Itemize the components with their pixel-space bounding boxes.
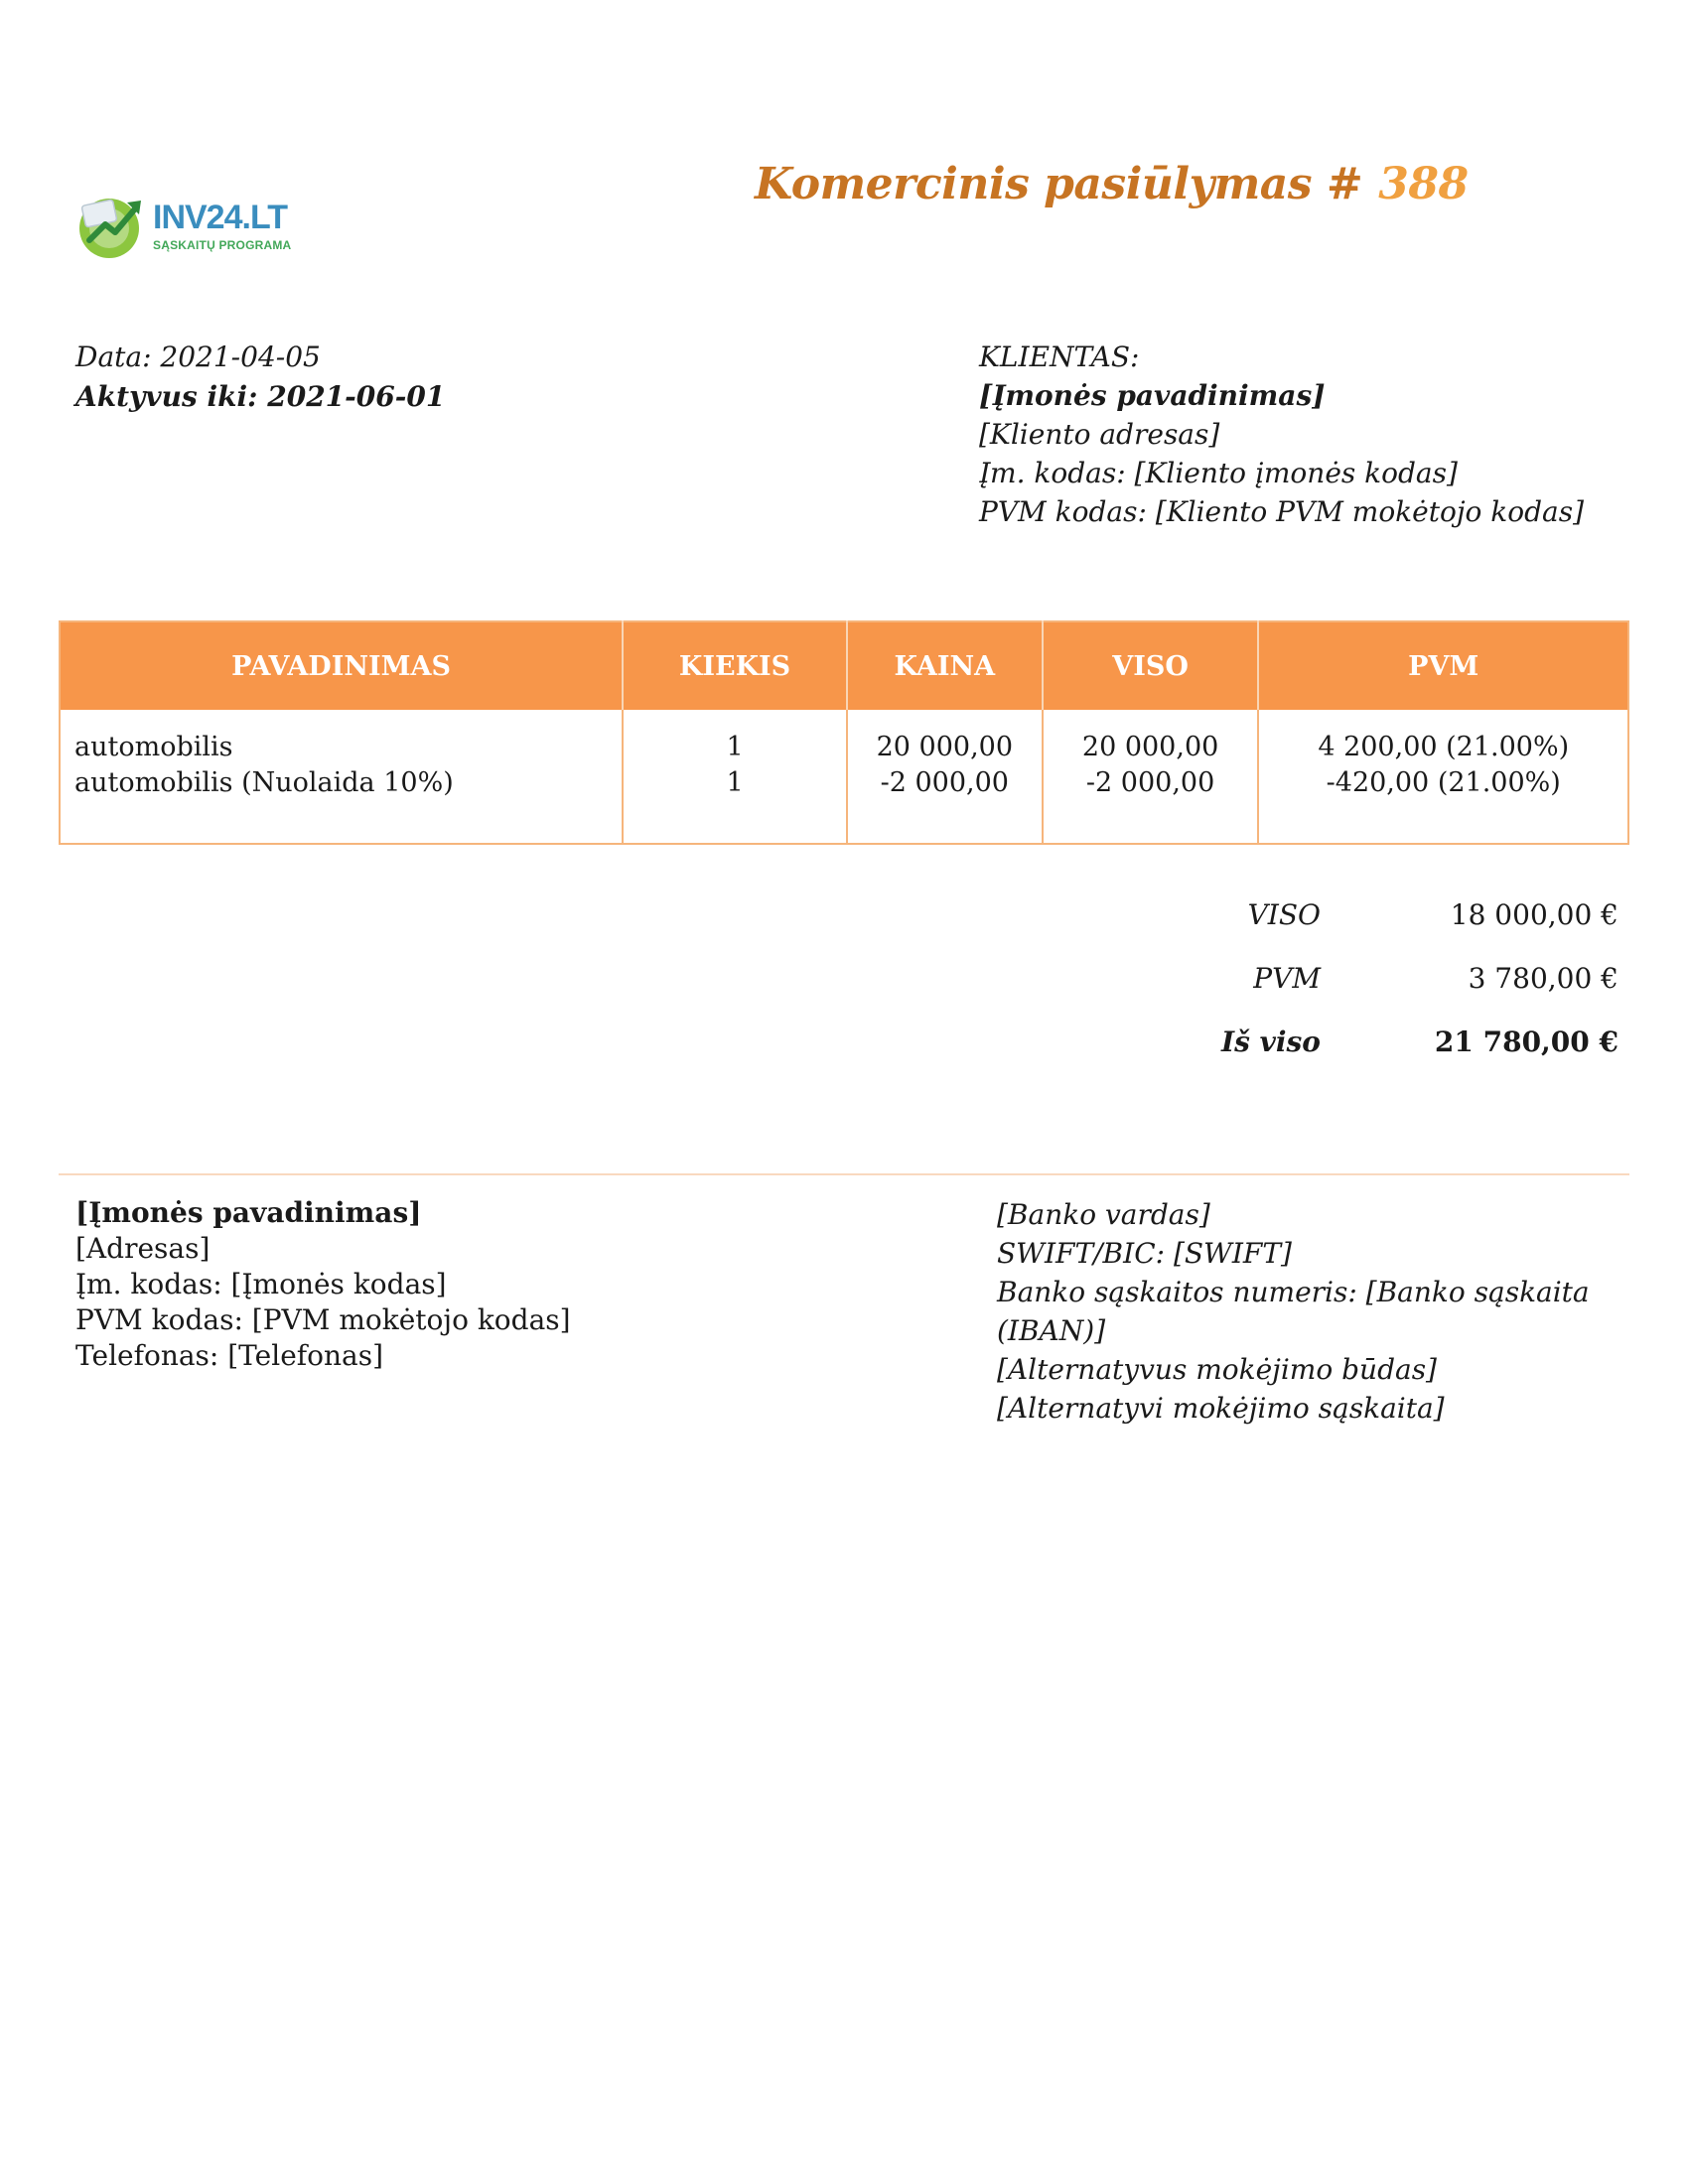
bank-alternative: [Alternatyvus mokėjimo būdas] [Alternatyvi mokėjimo sąskaita] (997, 1353, 1445, 1425)
item-name: automobilis (74, 732, 233, 762)
totals-vat-row (1072, 962, 1618, 1025)
net-label: VISO (1247, 898, 1321, 931)
header-price: KAINA (847, 621, 1043, 710)
item-vat: 4 200,00 (21.00%) (1318, 732, 1570, 762)
cell-totals (1043, 710, 1259, 844)
valid-until-line: Aktyvus iki: 2021-06-01 (75, 380, 446, 413)
footer-divider (59, 1173, 1629, 1175)
client-company-code: Įm. kodas: [Kliento įmonės kodas] (979, 457, 1458, 489)
item-price: 20 000,00 (876, 732, 1014, 762)
table-row (60, 710, 1628, 844)
company-name: [Įmonės pavadinimas] (75, 1196, 422, 1229)
company-vat-code: PVM kodas: [PVM mokėtojo kodas] (75, 1303, 571, 1336)
cell-names (60, 710, 623, 844)
net-value: 18 000,00 € (1450, 898, 1618, 931)
totals-grand-row (1072, 1025, 1618, 1089)
cell-vat (1258, 710, 1628, 844)
company-block (75, 1195, 571, 1374)
items-table (59, 620, 1629, 845)
logo-tagline: SĄSKAITŲ PROGRAMA (153, 238, 292, 252)
client-vat-code: PVM kodas: [Kliento PVM mokėtojo kodas] (979, 495, 1584, 528)
logo-name: INV24.LT (153, 199, 287, 236)
document-meta (75, 338, 445, 417)
logo (75, 191, 292, 262)
table-header-row (60, 621, 1628, 710)
date-line: Data: 2021-04-05 (75, 341, 321, 373)
vat-label: PVM (1253, 962, 1321, 995)
title-text: Komercinis pasiūlymas # (755, 159, 1363, 209)
grand-label: Iš viso (1221, 1025, 1321, 1058)
item-price: -2 000,00 (880, 767, 1009, 798)
bank-name: [Banko vardas] (997, 1198, 1210, 1231)
cell-prices (847, 710, 1043, 844)
logo-graph-icon (75, 191, 149, 262)
document-title (755, 159, 1469, 209)
company-code: Įm. kodas: [Įmonės kodas] (75, 1268, 447, 1300)
item-quantity: 1 (726, 767, 744, 798)
client-block (979, 338, 1584, 531)
cell-quantities (623, 710, 847, 844)
item-quantity: 1 (726, 732, 744, 762)
header-vat: PVM (1258, 621, 1628, 710)
totals-block (1072, 898, 1618, 1089)
header-total: VISO (1043, 621, 1259, 710)
bank-block (997, 1195, 1593, 1428)
item-name: automobilis (Nuolaida 10%) (74, 767, 454, 798)
item-total: 20 000,00 (1081, 732, 1219, 762)
company-address: [Adresas] (75, 1232, 211, 1265)
header-name: PAVADINIMAS (60, 621, 623, 710)
bank-swift: SWIFT/BIC: [SWIFT] (997, 1237, 1292, 1270)
client-heading: KLIENTAS: (979, 341, 1140, 373)
grand-value: 21 780,00 € (1434, 1025, 1618, 1058)
header-quantity: KIEKIS (623, 621, 847, 710)
item-total: -2 000,00 (1085, 767, 1215, 798)
offer-number: 388 (1378, 159, 1469, 209)
bank-account: Banko sąskaitos numeris: [Banko sąskaita (IBAN)] (997, 1276, 1590, 1347)
client-company: [Įmonės pavadinimas] (979, 379, 1326, 412)
item-vat: -420,00 (21.00%) (1326, 767, 1561, 798)
client-address: [Kliento adresas] (979, 418, 1220, 451)
vat-value: 3 780,00 € (1468, 962, 1618, 995)
company-phone: Telefonas: [Telefonas] (75, 1339, 384, 1372)
totals-net-row (1072, 898, 1618, 962)
